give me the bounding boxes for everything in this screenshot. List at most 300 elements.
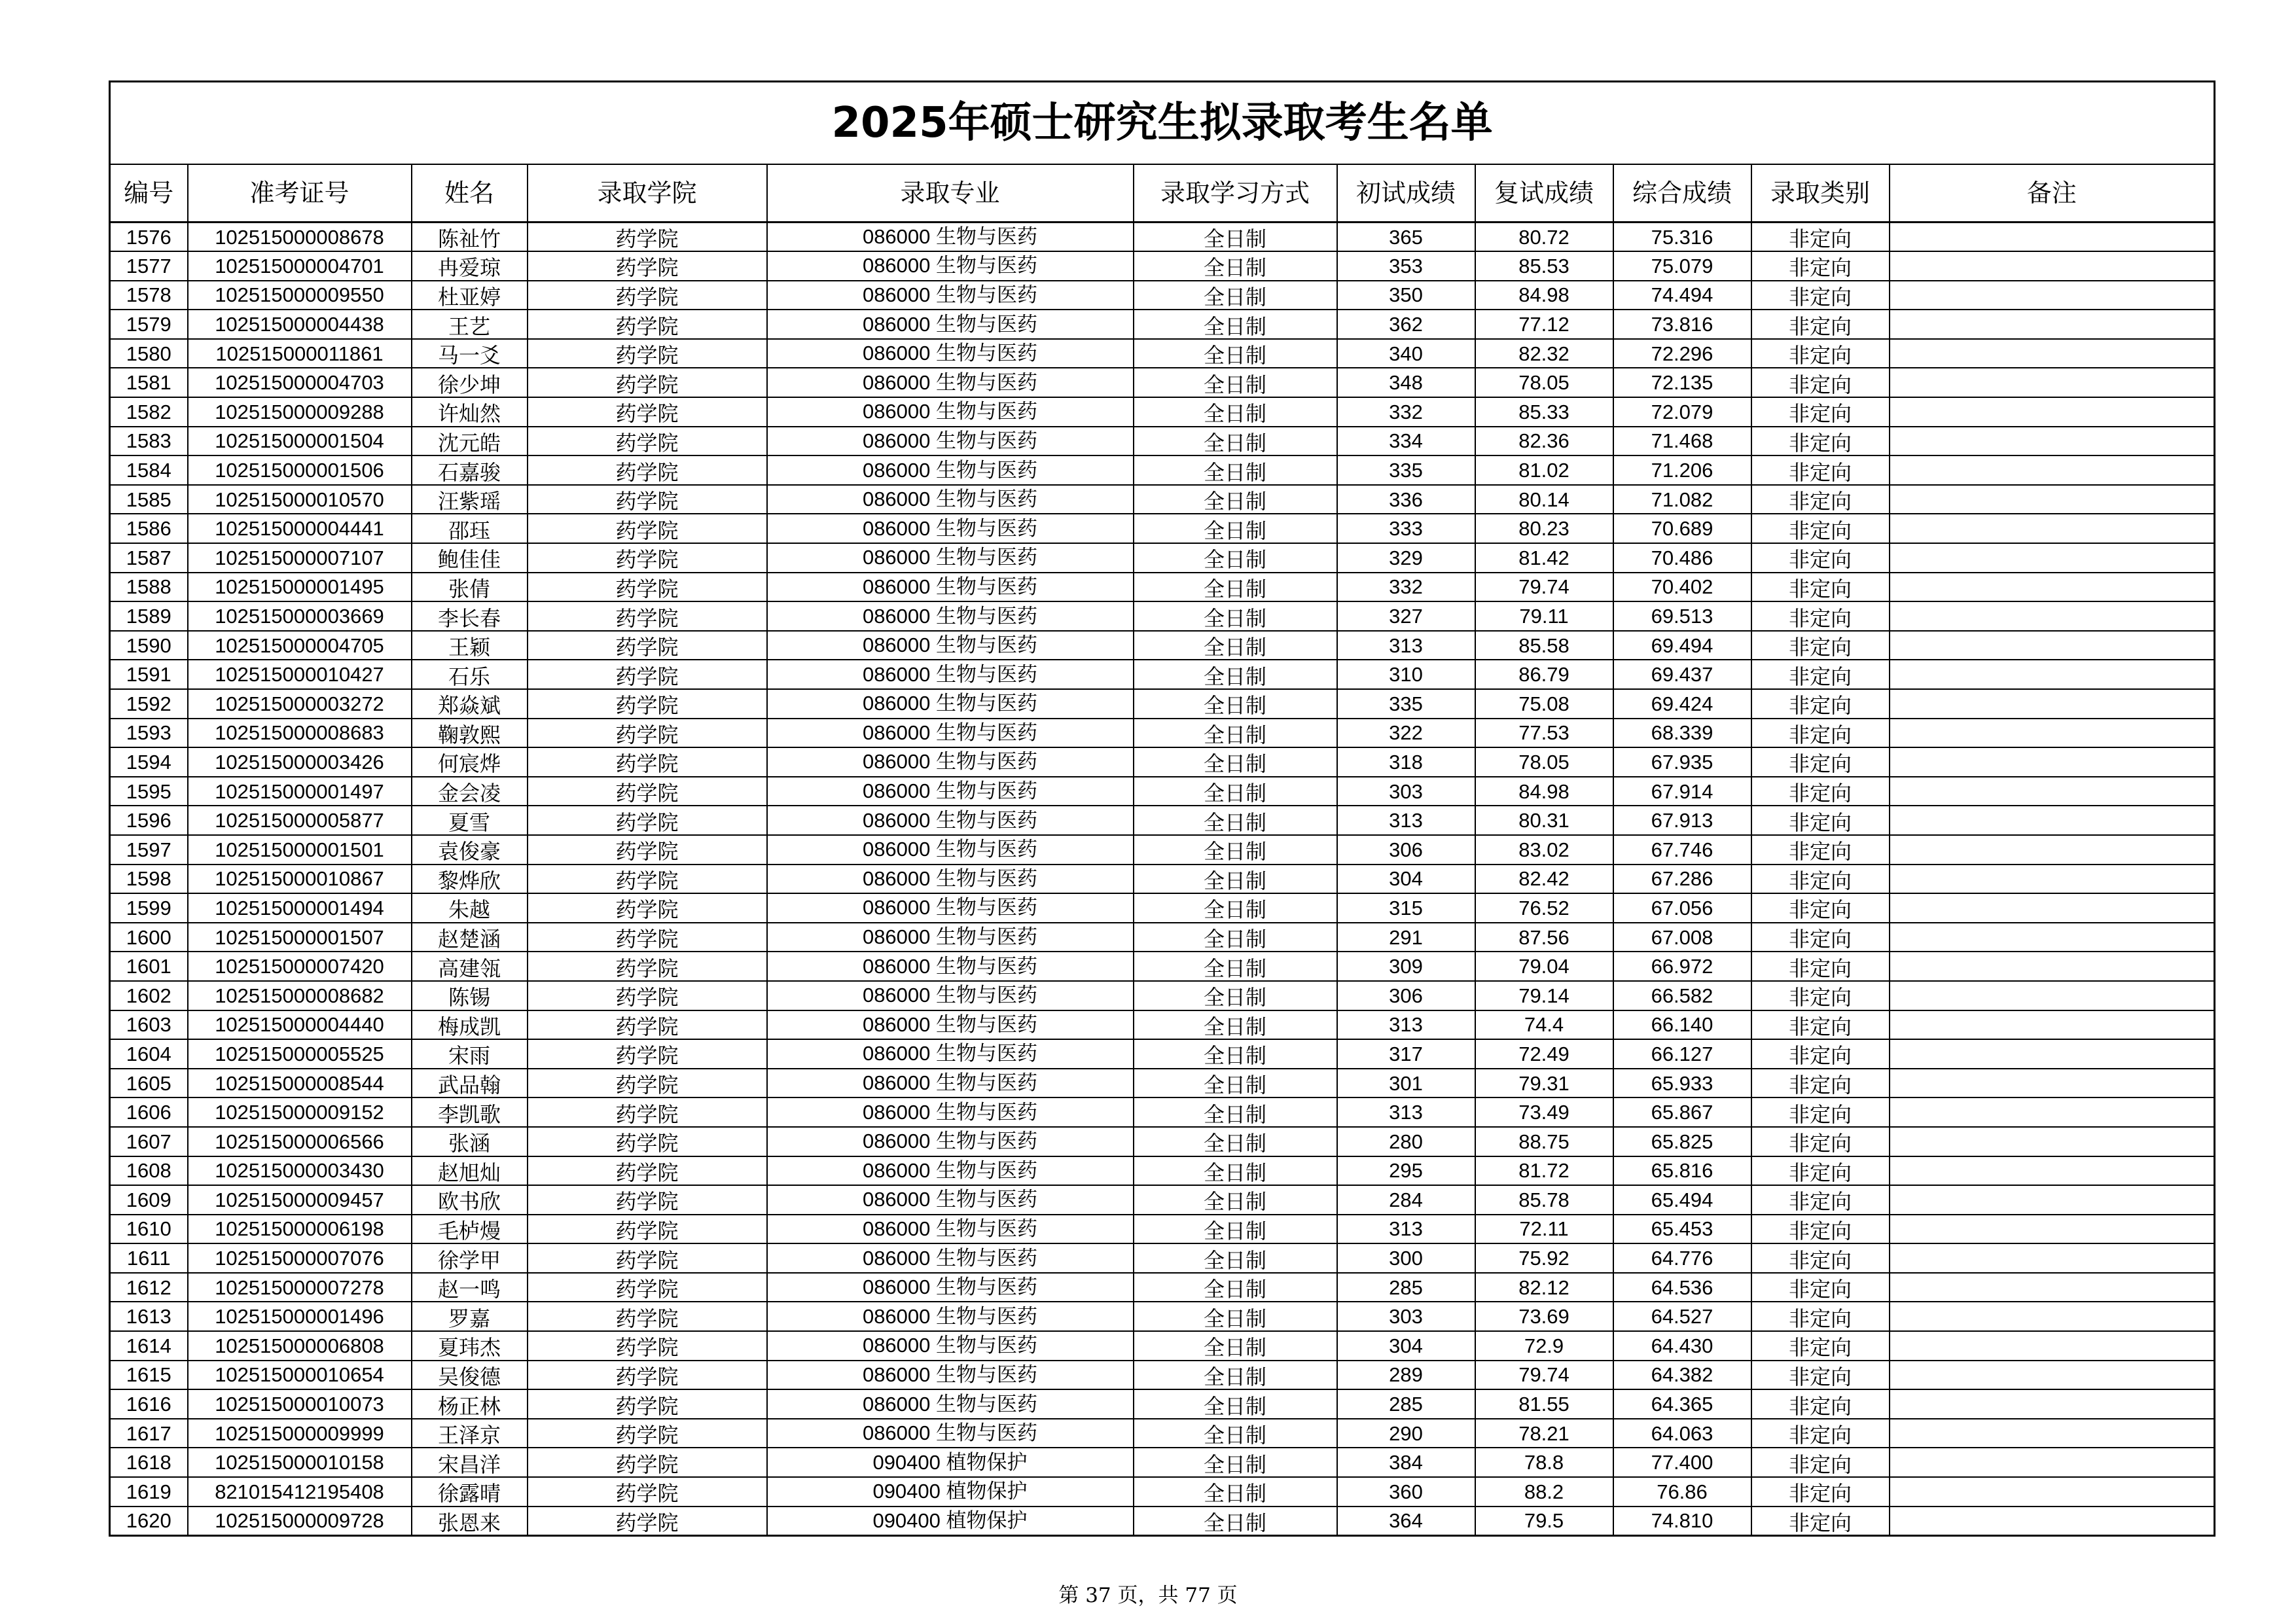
cell-overall-score: 75.316: [1613, 223, 1751, 252]
cell-major: [767, 1389, 1134, 1419]
header-row: [110, 164, 2215, 223]
cell-name: 张恩来: [412, 1507, 528, 1536]
cell-name: 杨正林: [412, 1389, 528, 1419]
cell-college: 药学院: [528, 923, 767, 952]
cell-category: 非定向: [1751, 1039, 1890, 1069]
cell-major: [767, 865, 1134, 894]
cell-initial-score: 332: [1337, 397, 1475, 427]
cell-category: 非定向: [1751, 601, 1890, 631]
cell-initial-score: 362: [1337, 310, 1475, 339]
cell-name: 王艺: [412, 310, 528, 339]
column-header-category: 录取类别: [1751, 164, 1890, 223]
cell-category: 非定向: [1751, 981, 1890, 1010]
cell-exam-id: 102515000008544: [188, 1069, 412, 1098]
cell-initial-score: 313: [1337, 1215, 1475, 1244]
cell-retest-score: 75.92: [1475, 1243, 1613, 1273]
cell-exam-id: 102515000005877: [188, 806, 412, 835]
cell-initial-score: 285: [1337, 1273, 1475, 1302]
major-name: 生物与医药: [936, 721, 1038, 745]
major-code: 086000: [862, 575, 931, 598]
cell-retest-score: 81.72: [1475, 1156, 1613, 1186]
table-row: [110, 1127, 2215, 1156]
major-name: 生物与医药: [936, 750, 1038, 774]
cell-overall-score: 73.816: [1613, 310, 1751, 339]
cell-remark: [1890, 339, 2215, 368]
cell-remark: [1890, 251, 2215, 281]
cell-major: [767, 339, 1134, 368]
page-footer: [0, 1578, 2296, 1608]
cell-no: 1578: [110, 281, 188, 310]
cell-exam-id: 102515000009728: [188, 1507, 412, 1536]
cell-name: 毛栌熳: [412, 1215, 528, 1244]
major-name: 生物与医药: [936, 516, 1038, 541]
cell-remark: [1890, 777, 2215, 806]
cell-major: [767, 835, 1134, 865]
major-name: 生物与医药: [936, 1100, 1038, 1124]
cell-category: 非定向: [1751, 543, 1890, 573]
cell-exam-id: 102515000010867: [188, 865, 412, 894]
cell-study-mode: 全日制: [1134, 485, 1337, 514]
major-name: 生物与医药: [936, 662, 1038, 687]
cell-retest-score: 72.9: [1475, 1331, 1613, 1361]
cell-major: [767, 660, 1134, 689]
cell-initial-score: 313: [1337, 1010, 1475, 1040]
cell-name: 鲍佳佳: [412, 543, 528, 573]
cell-remark: [1890, 1419, 2215, 1448]
cell-overall-score: 70.486: [1613, 543, 1751, 573]
cell-exam-id: 102515000001504: [188, 427, 412, 456]
cell-name: 汪紫瑶: [412, 485, 528, 514]
major-name: 生物与医药: [936, 692, 1038, 716]
cell-retest-score: 77.12: [1475, 310, 1613, 339]
total-page-count: 77: [1185, 1584, 1211, 1607]
cell-study-mode: 全日制: [1134, 1302, 1337, 1331]
cell-remark: [1890, 543, 2215, 573]
cell-no: 1582: [110, 397, 188, 427]
cell-initial-score: 318: [1337, 747, 1475, 777]
cell-study-mode: 全日制: [1134, 1507, 1337, 1536]
cell-college: 药学院: [528, 1243, 767, 1273]
cell-no: 1584: [110, 455, 188, 485]
cell-no: 1616: [110, 1389, 188, 1419]
major-code: 086000: [862, 925, 931, 949]
cell-study-mode: 全日制: [1134, 1215, 1337, 1244]
cell-college: 药学院: [528, 1419, 767, 1448]
column-header-name: 姓名: [412, 164, 528, 223]
cell-exam-id: 102515000009457: [188, 1185, 412, 1215]
cell-retest-score: 77.53: [1475, 719, 1613, 748]
cell-name: 宋雨: [412, 1039, 528, 1069]
cell-no: 1619: [110, 1477, 188, 1507]
cell-study-mode: 全日制: [1134, 310, 1337, 339]
cell-college: 药学院: [528, 981, 767, 1010]
cell-college: 药学院: [528, 865, 767, 894]
cell-exam-id: 102515000009288: [188, 397, 412, 427]
cell-no: 1600: [110, 923, 188, 952]
table-row: [110, 1419, 2215, 1448]
major-name: 生物与医药: [936, 1246, 1038, 1270]
cell-retest-score: 82.32: [1475, 339, 1613, 368]
major-code: 086000: [862, 721, 931, 744]
cell-college: 药学院: [528, 689, 767, 719]
cell-retest-score: 80.31: [1475, 806, 1613, 835]
major-name: 生物与医药: [936, 429, 1038, 453]
cell-remark: [1890, 689, 2215, 719]
cell-college: 药学院: [528, 952, 767, 981]
cell-no: 1610: [110, 1215, 188, 1244]
cell-name: 欧书欣: [412, 1185, 528, 1215]
cell-overall-score: 67.913: [1613, 806, 1751, 835]
footer-middle: 页，共: [1111, 1584, 1185, 1607]
cell-initial-score: 303: [1337, 777, 1475, 806]
cell-major: [767, 573, 1134, 602]
cell-overall-score: 71.206: [1613, 455, 1751, 485]
cell-no: 1602: [110, 981, 188, 1010]
cell-overall-score: 64.776: [1613, 1243, 1751, 1273]
cell-initial-score: 303: [1337, 1302, 1475, 1331]
cell-retest-score: 80.72: [1475, 223, 1613, 252]
cell-remark: [1890, 397, 2215, 427]
cell-no: 1595: [110, 777, 188, 806]
cell-remark: [1890, 223, 2215, 252]
table-row: [110, 485, 2215, 514]
cell-no: 1609: [110, 1185, 188, 1215]
cell-category: 非定向: [1751, 893, 1890, 923]
cell-no: 1598: [110, 865, 188, 894]
cell-study-mode: 全日制: [1134, 1361, 1337, 1390]
major-name: 植物保护: [946, 1450, 1028, 1474]
major-name: 生物与医药: [936, 1012, 1038, 1037]
cell-major: [767, 1069, 1134, 1098]
cell-major: [767, 1361, 1134, 1390]
cell-initial-score: 291: [1337, 923, 1475, 952]
table-row: [110, 1331, 2215, 1361]
table-row: [110, 1361, 2215, 1390]
cell-name: 马一爻: [412, 339, 528, 368]
cell-category: 非定向: [1751, 1156, 1890, 1186]
major-code: 086000: [862, 342, 931, 365]
major-code: 086000: [862, 1246, 931, 1270]
cell-initial-score: 301: [1337, 1069, 1475, 1098]
cell-overall-score: 77.400: [1613, 1448, 1751, 1477]
cell-college: 药学院: [528, 543, 767, 573]
cell-no: 1613: [110, 1302, 188, 1331]
cell-retest-score: 84.98: [1475, 777, 1613, 806]
cell-major: [767, 427, 1134, 456]
cell-retest-score: 78.05: [1475, 747, 1613, 777]
cell-overall-score: 65.816: [1613, 1156, 1751, 1186]
major-name: 生物与医药: [936, 1042, 1038, 1066]
cell-remark: [1890, 719, 2215, 748]
cell-college: 药学院: [528, 455, 767, 485]
cell-major: [767, 543, 1134, 573]
cell-overall-score: 75.079: [1613, 251, 1751, 281]
cell-exam-id: 102515000007278: [188, 1273, 412, 1302]
cell-college: 药学院: [528, 1302, 767, 1331]
cell-overall-score: 69.437: [1613, 660, 1751, 689]
table-row: [110, 777, 2215, 806]
cell-category: 非定向: [1751, 689, 1890, 719]
cell-no: 1580: [110, 339, 188, 368]
cell-remark: [1890, 514, 2215, 543]
major-name: 生物与医药: [936, 400, 1038, 424]
cell-no: 1618: [110, 1448, 188, 1477]
cell-name: 徐少坤: [412, 368, 528, 397]
cell-overall-score: 66.140: [1613, 1010, 1751, 1040]
cell-initial-score: 306: [1337, 981, 1475, 1010]
table-row: [110, 1185, 2215, 1215]
cell-exam-id: 102515000009550: [188, 281, 412, 310]
footer-prefix: 第: [1058, 1584, 1086, 1607]
cell-overall-score: 65.494: [1613, 1185, 1751, 1215]
cell-study-mode: 全日制: [1134, 543, 1337, 573]
major-code: 086000: [862, 429, 931, 452]
major-name: 生物与医药: [936, 312, 1038, 336]
cell-initial-score: 333: [1337, 514, 1475, 543]
cell-study-mode: 全日制: [1134, 952, 1337, 981]
cell-category: 非定向: [1751, 514, 1890, 543]
major-name: 生物与医药: [936, 1158, 1038, 1183]
major-code: 086000: [862, 1130, 931, 1153]
cell-major: [767, 747, 1134, 777]
cell-no: 1594: [110, 747, 188, 777]
cell-exam-id: 102515000001501: [188, 835, 412, 865]
cell-remark: [1890, 952, 2215, 981]
cell-retest-score: 73.69: [1475, 1302, 1613, 1331]
cell-exam-id: 102515000004703: [188, 368, 412, 397]
table-row: [110, 1477, 2215, 1507]
cell-initial-score: 300: [1337, 1243, 1475, 1273]
cell-overall-score: 67.914: [1613, 777, 1751, 806]
cell-name: 张倩: [412, 573, 528, 602]
cell-overall-score: 71.082: [1613, 485, 1751, 514]
cell-no: 1605: [110, 1069, 188, 1098]
major-name: 生物与医药: [936, 633, 1038, 658]
cell-major: [767, 281, 1134, 310]
cell-exam-id: 102515000006566: [188, 1127, 412, 1156]
footer-suffix: 页: [1210, 1584, 1238, 1607]
cell-initial-score: 304: [1337, 1331, 1475, 1361]
cell-study-mode: 全日制: [1134, 631, 1337, 660]
cell-overall-score: 67.286: [1613, 865, 1751, 894]
cell-retest-score: 73.49: [1475, 1097, 1613, 1127]
cell-major: [767, 1419, 1134, 1448]
table-row: [110, 747, 2215, 777]
table-row: [110, 601, 2215, 631]
cell-remark: [1890, 310, 2215, 339]
cell-exam-id: 102515000004438: [188, 310, 412, 339]
cell-initial-score: 310: [1337, 660, 1475, 689]
cell-category: 非定向: [1751, 251, 1890, 281]
major-code: 086000: [862, 838, 931, 861]
cell-remark: [1890, 806, 2215, 835]
cell-college: 药学院: [528, 281, 767, 310]
cell-no: 1608: [110, 1156, 188, 1186]
cell-category: 非定向: [1751, 368, 1890, 397]
cell-remark: [1890, 455, 2215, 485]
cell-overall-score: 65.453: [1613, 1215, 1751, 1244]
cell-name: 郑焱斌: [412, 689, 528, 719]
column-header-study-mode: 录取学习方式: [1134, 164, 1337, 223]
cell-remark: [1890, 893, 2215, 923]
cell-remark: [1890, 835, 2215, 865]
cell-overall-score: 69.513: [1613, 601, 1751, 631]
major-code: 086000: [862, 400, 931, 423]
cell-college: 药学院: [528, 427, 767, 456]
cell-study-mode: 全日制: [1134, 1448, 1337, 1477]
cell-name: 赵一鸣: [412, 1273, 528, 1302]
cell-no: 1585: [110, 485, 188, 514]
cell-overall-score: 67.746: [1613, 835, 1751, 865]
cell-study-mode: 全日制: [1134, 1273, 1337, 1302]
cell-remark: [1890, 1185, 2215, 1215]
cell-study-mode: 全日制: [1134, 660, 1337, 689]
cell-college: 药学院: [528, 1477, 767, 1507]
cell-major: [767, 806, 1134, 835]
cell-study-mode: 全日制: [1134, 514, 1337, 543]
cell-remark: [1890, 601, 2215, 631]
cell-exam-id: 102515000001495: [188, 573, 412, 602]
major-name: 生物与医药: [936, 866, 1038, 891]
major-name: 生物与医药: [936, 838, 1038, 862]
cell-remark: [1890, 865, 2215, 894]
cell-overall-score: 71.468: [1613, 427, 1751, 456]
cell-retest-score: 78.05: [1475, 368, 1613, 397]
table-row: [110, 339, 2215, 368]
table-row: [110, 368, 2215, 397]
major-code: 086000: [862, 516, 931, 540]
cell-name: 袁俊豪: [412, 835, 528, 865]
cell-overall-score: 64.536: [1613, 1273, 1751, 1302]
cell-college: 药学院: [528, 485, 767, 514]
major-code: 086000: [862, 1304, 931, 1328]
cell-initial-score: 317: [1337, 1039, 1475, 1069]
major-name: 生物与医药: [936, 1188, 1038, 1212]
cell-category: 非定向: [1751, 660, 1890, 689]
cell-no: 1590: [110, 631, 188, 660]
cell-retest-score: 88.2: [1475, 1477, 1613, 1507]
cell-category: 非定向: [1751, 455, 1890, 485]
cell-overall-score: 64.430: [1613, 1331, 1751, 1361]
cell-category: 非定向: [1751, 719, 1890, 748]
major-code: 086000: [862, 488, 931, 511]
cell-remark: [1890, 1389, 2215, 1419]
cell-category: 非定向: [1751, 952, 1890, 981]
cell-remark: [1890, 427, 2215, 456]
cell-college: 药学院: [528, 777, 767, 806]
cell-study-mode: 全日制: [1134, 747, 1337, 777]
cell-major: [767, 1243, 1134, 1273]
cell-no: 1581: [110, 368, 188, 397]
table-row: [110, 1273, 2215, 1302]
cell-exam-id: 102515000010427: [188, 660, 412, 689]
cell-no: 1588: [110, 573, 188, 602]
major-name: 生物与医药: [936, 1421, 1038, 1446]
cell-remark: [1890, 1039, 2215, 1069]
cell-remark: [1890, 1156, 2215, 1186]
cell-category: 非定向: [1751, 427, 1890, 456]
cell-remark: [1890, 1331, 2215, 1361]
cell-name: 李凯歌: [412, 1097, 528, 1127]
cell-no: 1607: [110, 1127, 188, 1156]
cell-major: [767, 719, 1134, 748]
cell-exam-id: 102515000001496: [188, 1302, 412, 1331]
cell-initial-score: 364: [1337, 1507, 1475, 1536]
cell-initial-score: 289: [1337, 1361, 1475, 1390]
column-header-major: 录取专业: [767, 164, 1134, 223]
major-code: 086000: [862, 954, 931, 978]
cell-initial-score: 350: [1337, 281, 1475, 310]
major-code: 086000: [862, 1217, 931, 1240]
table-row: [110, 1389, 2215, 1419]
cell-remark: [1890, 631, 2215, 660]
cell-college: 药学院: [528, 660, 767, 689]
cell-college: 药学院: [528, 631, 767, 660]
cell-retest-score: 76.52: [1475, 893, 1613, 923]
cell-exam-id: 102515000010073: [188, 1389, 412, 1419]
cell-initial-score: 315: [1337, 893, 1475, 923]
cell-study-mode: 全日制: [1134, 455, 1337, 485]
major-name: 生物与医药: [936, 1130, 1038, 1154]
cell-study-mode: 全日制: [1134, 601, 1337, 631]
cell-category: 非定向: [1751, 223, 1890, 252]
cell-study-mode: 全日制: [1134, 1419, 1337, 1448]
major-name: 生物与医药: [936, 604, 1038, 628]
cell-retest-score: 80.14: [1475, 485, 1613, 514]
cell-overall-score: 66.582: [1613, 981, 1751, 1010]
major-code: 086000: [862, 808, 931, 832]
cell-study-mode: 全日制: [1134, 397, 1337, 427]
cell-exam-id: 102515000001497: [188, 777, 412, 806]
cell-no: 1603: [110, 1010, 188, 1040]
cell-initial-score: 285: [1337, 1389, 1475, 1419]
cell-retest-score: 85.53: [1475, 251, 1613, 281]
cell-college: 药学院: [528, 806, 767, 835]
cell-exam-id: 102515000007076: [188, 1243, 412, 1273]
table-row: [110, 719, 2215, 748]
cell-major: [767, 485, 1134, 514]
cell-exam-id: 102515000001506: [188, 455, 412, 485]
cell-category: 非定向: [1751, 1389, 1890, 1419]
cell-initial-score: 284: [1337, 1185, 1475, 1215]
cell-category: 非定向: [1751, 1127, 1890, 1156]
major-name: 生物与医药: [936, 546, 1038, 570]
cell-no: 1612: [110, 1273, 188, 1302]
cell-retest-score: 79.74: [1475, 1361, 1613, 1390]
cell-initial-score: 313: [1337, 631, 1475, 660]
major-code: 086000: [862, 1363, 931, 1386]
cell-major: [767, 1215, 1134, 1244]
column-header-remark: 备注: [1890, 164, 2215, 223]
cell-name: 沈元皓: [412, 427, 528, 456]
cell-college: 药学院: [528, 514, 767, 543]
cell-initial-score: 334: [1337, 427, 1475, 456]
table-row: [110, 310, 2215, 339]
cell-category: 非定向: [1751, 1448, 1890, 1477]
cell-overall-score: 67.008: [1613, 923, 1751, 952]
major-name: 生物与医药: [936, 1071, 1038, 1096]
cell-initial-score: 313: [1337, 1097, 1475, 1127]
major-code: 086000: [862, 225, 931, 249]
cell-college: 药学院: [528, 1185, 767, 1215]
cell-major: [767, 514, 1134, 543]
cell-study-mode: 全日制: [1134, 1127, 1337, 1156]
major-code: 086000: [862, 1100, 931, 1124]
cell-retest-score: 84.98: [1475, 281, 1613, 310]
cell-overall-score: 67.935: [1613, 747, 1751, 777]
cell-initial-score: 304: [1337, 865, 1475, 894]
cell-no: 1577: [110, 251, 188, 281]
